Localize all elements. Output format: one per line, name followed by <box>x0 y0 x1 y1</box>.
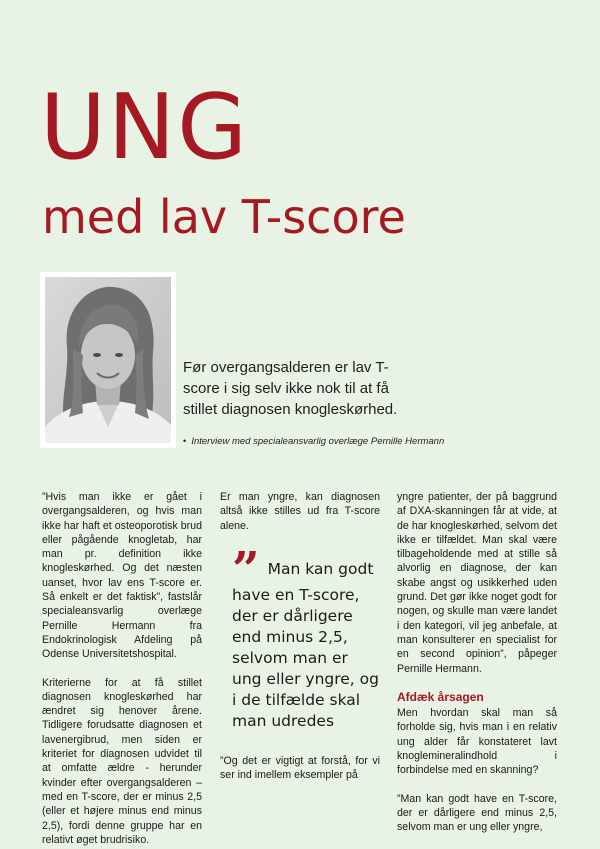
article-column-3 <box>397 490 557 835</box>
byline-text: Interview med specialeansvarlig overlæge Pernille Hermann <box>191 436 445 447</box>
portrait-photo <box>40 272 176 448</box>
title-subtitle: med lav T-score <box>42 190 406 244</box>
paragraph: yngre patienter, der på baggrund af DXA-skanningen får at vide, at de har knogleskørhed, selvom det ikke er tilfældet. Man skal være tilbageholdende med at stille så alvorlig en diagnose, der kan skabe angst og usikkerhed uden grund. Det gør ikke noget godt for nogen, og skulle man være landet i den kategori, vil jeg anbefale, at man konsulterer en specialist for en second opinion”, påpeger Pernille Hermann. <box>397 491 557 675</box>
article-column-1 <box>42 490 202 847</box>
pull-quote <box>232 541 380 732</box>
byline <box>183 436 503 447</box>
paragraph: Kriterierne for at få stillet diagnosen knogleskørhed har ændret sig henover årene. Tidligere forudsatte diagnosen et lavenergibrud, men siden er kriteriet for diagnosen udvidet til at omfatte ældre - herunder kvinder efter overgangsalderen – med en T-score, der er minus 2,5 (eller et højere minus end minus 2,5), fordi denne gruppe har en relativt øget brudrisiko. <box>42 676 202 846</box>
paragraph: ”Og det er vigtigt at forstå, for vi ser ind imellem eksempler på <box>220 754 380 782</box>
article-column-2 <box>220 490 380 782</box>
section-heading: Afdæk årsagen <box>397 689 484 704</box>
quote-mark-icon: ” <box>232 541 260 598</box>
portrait-image <box>45 277 171 443</box>
paragraph: Men hvordan skal man så forholde sig, hvis man i en relativ ung alder får konstateret lavt knoglemineralindhold i forbindelse med en skanning? <box>397 707 557 777</box>
pull-quote-text: Man kan godt have en T-score, der er dårligere end minus 2,5, selvom man er ung eller yngre, og i de tilfælde skal man udredes <box>232 559 379 730</box>
paragraph: ”Man kan godt have en T-score, der er dårligere end minus 2,5, selvom man er ung eller yngre, <box>397 792 557 834</box>
title-main: UNG <box>40 75 249 180</box>
intro-text: Før overgangsalderen er lav T-score i sig selv ikke nok til at få stillet diagnosen knogleskørhed. <box>183 359 398 418</box>
paragraph: Er man yngre, kan diagnosen altså ikke stilles ud fra T-score alene. <box>220 491 380 532</box>
paragraph: ”Hvis man ikke er gået i overgangsalderen, og hvis man ikke har haft et osteoporotisk brud eller pågående knogletab, har man pr. definition ikke knogleskørhed. Og det næsten uanset, hvor lav ens T-score er. Så enkelt er det faktisk”, fastslår specialeansvarlig overlæge Pernille Hermann fra Endokrinologisk Afdeling på Odense Universitetshospital. <box>42 491 202 661</box>
bullet-icon: • <box>183 436 187 447</box>
